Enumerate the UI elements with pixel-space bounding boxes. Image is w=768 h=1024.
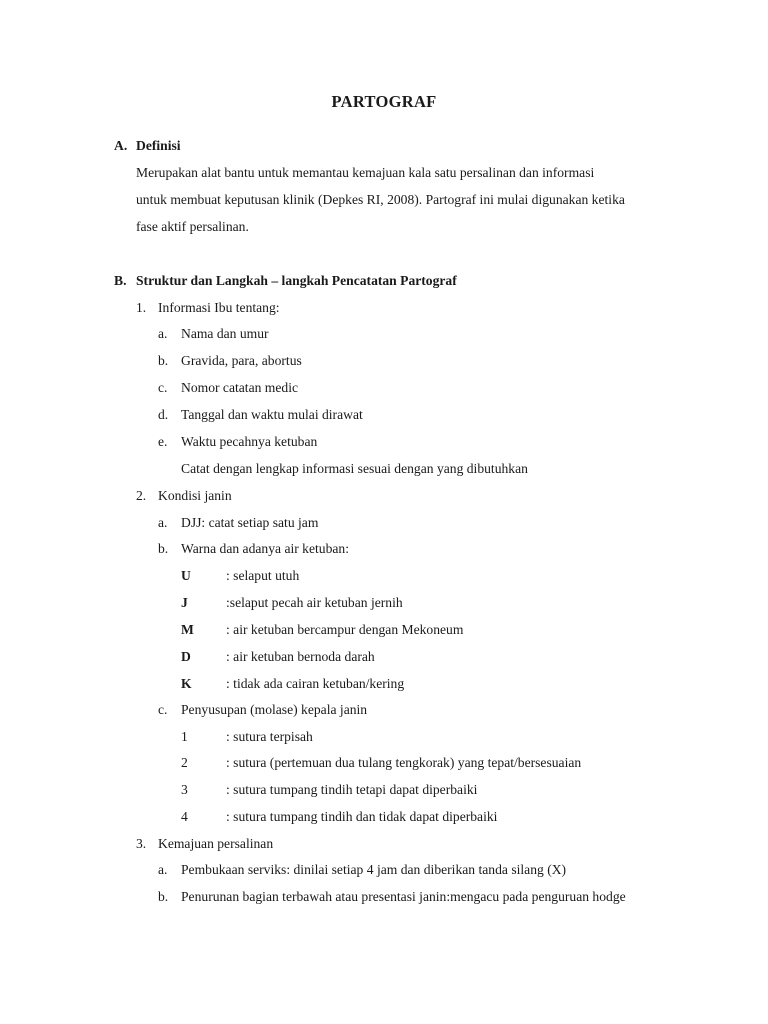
molase-code-desc: : sutura tumpang tindih dan tidak dapat diperbaiki xyxy=(226,809,498,824)
list-item-label: Kemajuan persalinan xyxy=(158,836,274,851)
sub-letter: a. xyxy=(158,515,168,530)
amniotic-code-desc: : air ketuban bercampur dengan Mekoneum xyxy=(226,622,464,637)
amniotic-code-desc: : air ketuban bernoda darah xyxy=(226,649,375,664)
sub-letter: e. xyxy=(158,434,168,449)
list-item-label: Informasi Ibu tentang: xyxy=(158,300,280,315)
definition-line: fase aktif persalinan. xyxy=(136,219,249,234)
sub-item: Pembukaan serviks: dinilai setiap 4 jam dan diberikan tanda silang (X) xyxy=(181,862,567,877)
sub-item: Nama dan umur xyxy=(181,326,269,341)
item-note: Catat dengan lengkap informasi sesuai dengan yang dibutuhkan xyxy=(181,461,528,476)
sub-letter: b. xyxy=(158,353,169,368)
sub-letter: d. xyxy=(158,407,169,422)
molase-code: 3 xyxy=(181,782,188,797)
amniotic-code-desc: : selaput utuh xyxy=(226,568,300,583)
molase-code: 1 xyxy=(181,729,188,744)
molase-code-desc: : sutura tumpang tindih tetapi dapat diperbaiki xyxy=(226,782,478,797)
amniotic-code: M xyxy=(181,622,194,637)
amniotic-code: D xyxy=(181,649,191,664)
molase-code: 2 xyxy=(181,755,188,770)
sub-item: Waktu pecahnya ketuban xyxy=(181,434,318,449)
definition-line: untuk membuat keputusan klinik (Depkes RI, 2008). Partograf ini mulai digunakan ketika xyxy=(136,192,625,207)
amniotic-code-desc: :selaput pecah air ketuban jernih xyxy=(226,595,403,610)
sub-item: Tanggal dan waktu mulai dirawat xyxy=(181,407,363,422)
molase-code-desc: : sutura terpisah xyxy=(226,729,313,744)
sub-item: Penurunan bagian terbawah atau presentasi janin:mengacu pada penguruan hodge xyxy=(181,889,626,904)
sub-item: Gravida, para, abortus xyxy=(181,353,302,368)
page-title: PARTOGRAF xyxy=(331,92,437,111)
sub-item: Nomor catatan medic xyxy=(181,380,299,395)
definition-line: Merupakan alat bantu untuk memantau kemajuan kala satu persalinan dan informasi xyxy=(136,165,595,180)
section-a-letter: A. xyxy=(114,138,128,153)
amniotic-code: U xyxy=(181,568,191,583)
list-number: 3. xyxy=(136,836,147,851)
amniotic-code-desc: : tidak ada cairan ketuban/kering xyxy=(226,676,405,691)
sub-letter: a. xyxy=(158,326,168,341)
molase-code-desc: : sutura (pertemuan dua tulang tengkorak) yang tepat/bersesuaian xyxy=(226,755,582,770)
sub-letter: b. xyxy=(158,889,169,904)
sub-letter: c. xyxy=(158,702,168,717)
sub-item: Penyusupan (molase) kepala janin xyxy=(181,702,368,717)
sub-item: Warna dan adanya air ketuban: xyxy=(181,541,349,556)
section-a-heading: Definisi xyxy=(136,138,181,153)
molase-code: 4 xyxy=(181,809,188,824)
sub-letter: c. xyxy=(158,380,168,395)
amniotic-code: K xyxy=(181,676,192,691)
list-number: 1. xyxy=(136,300,147,315)
amniotic-code: J xyxy=(181,595,188,610)
list-item-label: Kondisi janin xyxy=(158,488,232,503)
sub-letter: b. xyxy=(158,541,169,556)
sub-item: DJJ: catat setiap satu jam xyxy=(181,515,319,530)
list-number: 2. xyxy=(136,488,147,503)
section-b-letter: B. xyxy=(114,273,127,288)
sub-letter: a. xyxy=(158,862,168,877)
section-b-heading: Struktur dan Langkah – langkah Pencatatan Partograf xyxy=(136,273,457,288)
